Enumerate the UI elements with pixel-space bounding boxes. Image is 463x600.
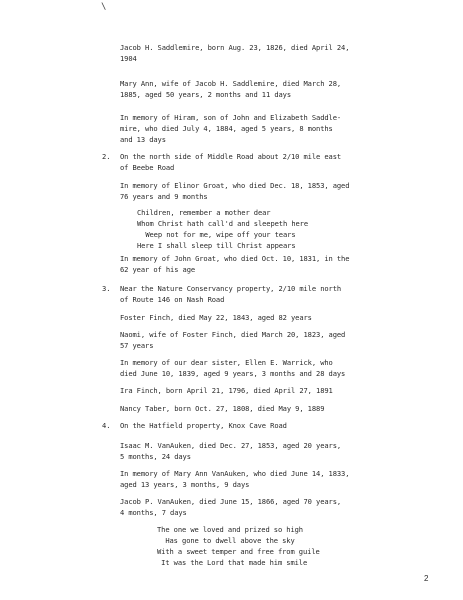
section-number-3: 3. (102, 284, 111, 293)
section-number-2: 2. (102, 152, 111, 161)
section-heading-3: Near the Nature Conservancy property, 2/10 mile north of Route 146 on Nash Road (120, 284, 342, 304)
section-heading-2: On the north side of Middle Road about 2/10 mile east of Beebe Road (120, 152, 342, 172)
entry-finch-ira: Ira Finch, born April 21, 1796, died April 27, 1891 (120, 386, 333, 395)
entry-saddlemire-jacob: Jacob H. Saddlemire, born Aug. 23, 1826, died April 24, 1904 (120, 43, 350, 63)
entry-saddlemire-hiram: In memory of Hiram, son of John and Elizabeth Saddle- mire, who died July 4, 1884, aged 5 years, 8 months and 13 days (120, 113, 342, 144)
epitaph-groat: Children, remember a mother dear Whom Christ hath call'd and sleepeth here Weep not for me, wipe off your tears Here I shall sleep till Christ appears (137, 208, 309, 250)
page-number: 2 (424, 574, 429, 583)
epitaph-vanauken: The one we loved and prized so high Has gone to dwell above the sky With a sweet temper and free from guile It was the Lord that made him smile (157, 525, 320, 567)
entry-vanauken-isaac: Isaac M. VanAuken, died Dec. 27, 1853, aged 20 years, 5 months, 24 days (120, 441, 342, 461)
section-heading-4: On the Hatfield property, Knox Cave Road (120, 421, 287, 430)
entry-vanauken-mary-ann: In memory of Mary Ann VanAuken, who died June 14, 1833, aged 13 years, 3 months, 9 days (120, 469, 350, 489)
entry-finch-foster: Foster Finch, died May 22, 1843, aged 82 years (120, 313, 312, 322)
section-number-4: 4. (102, 421, 111, 430)
corner-mark: \ (101, 2, 107, 12)
entry-vanauken-jacob: Jacob P. VanAuken, died June 15, 1866, aged 70 years, 4 months, 7 days (120, 497, 342, 517)
entry-groat-john: In memory of John Groat, who died Oct. 10, 1831, in the 62 year of his age (120, 254, 350, 274)
entry-warrick-ellen: In memory of our dear sister, Ellen E. Warrick, who died June 10, 1839, aged 9 years, 3 months and 28 days (120, 358, 346, 378)
entry-saddlemire-mary-ann: Mary Ann, wife of Jacob H. Saddlemire, died March 28, 1885, aged 50 years, 2 months and 11 days (120, 79, 342, 99)
entry-finch-naomi: Naomi, wife of Foster Finch, died March 20, 1823, aged 57 years (120, 330, 346, 350)
entry-groat-elinor: In memory of Elinor Groat, who died Dec. 18, 1853, aged 76 years and 9 months (120, 181, 350, 201)
entry-taber-nancy: Nancy Taber, born Oct. 27, 1808, died May 9, 1889 (120, 404, 325, 413)
